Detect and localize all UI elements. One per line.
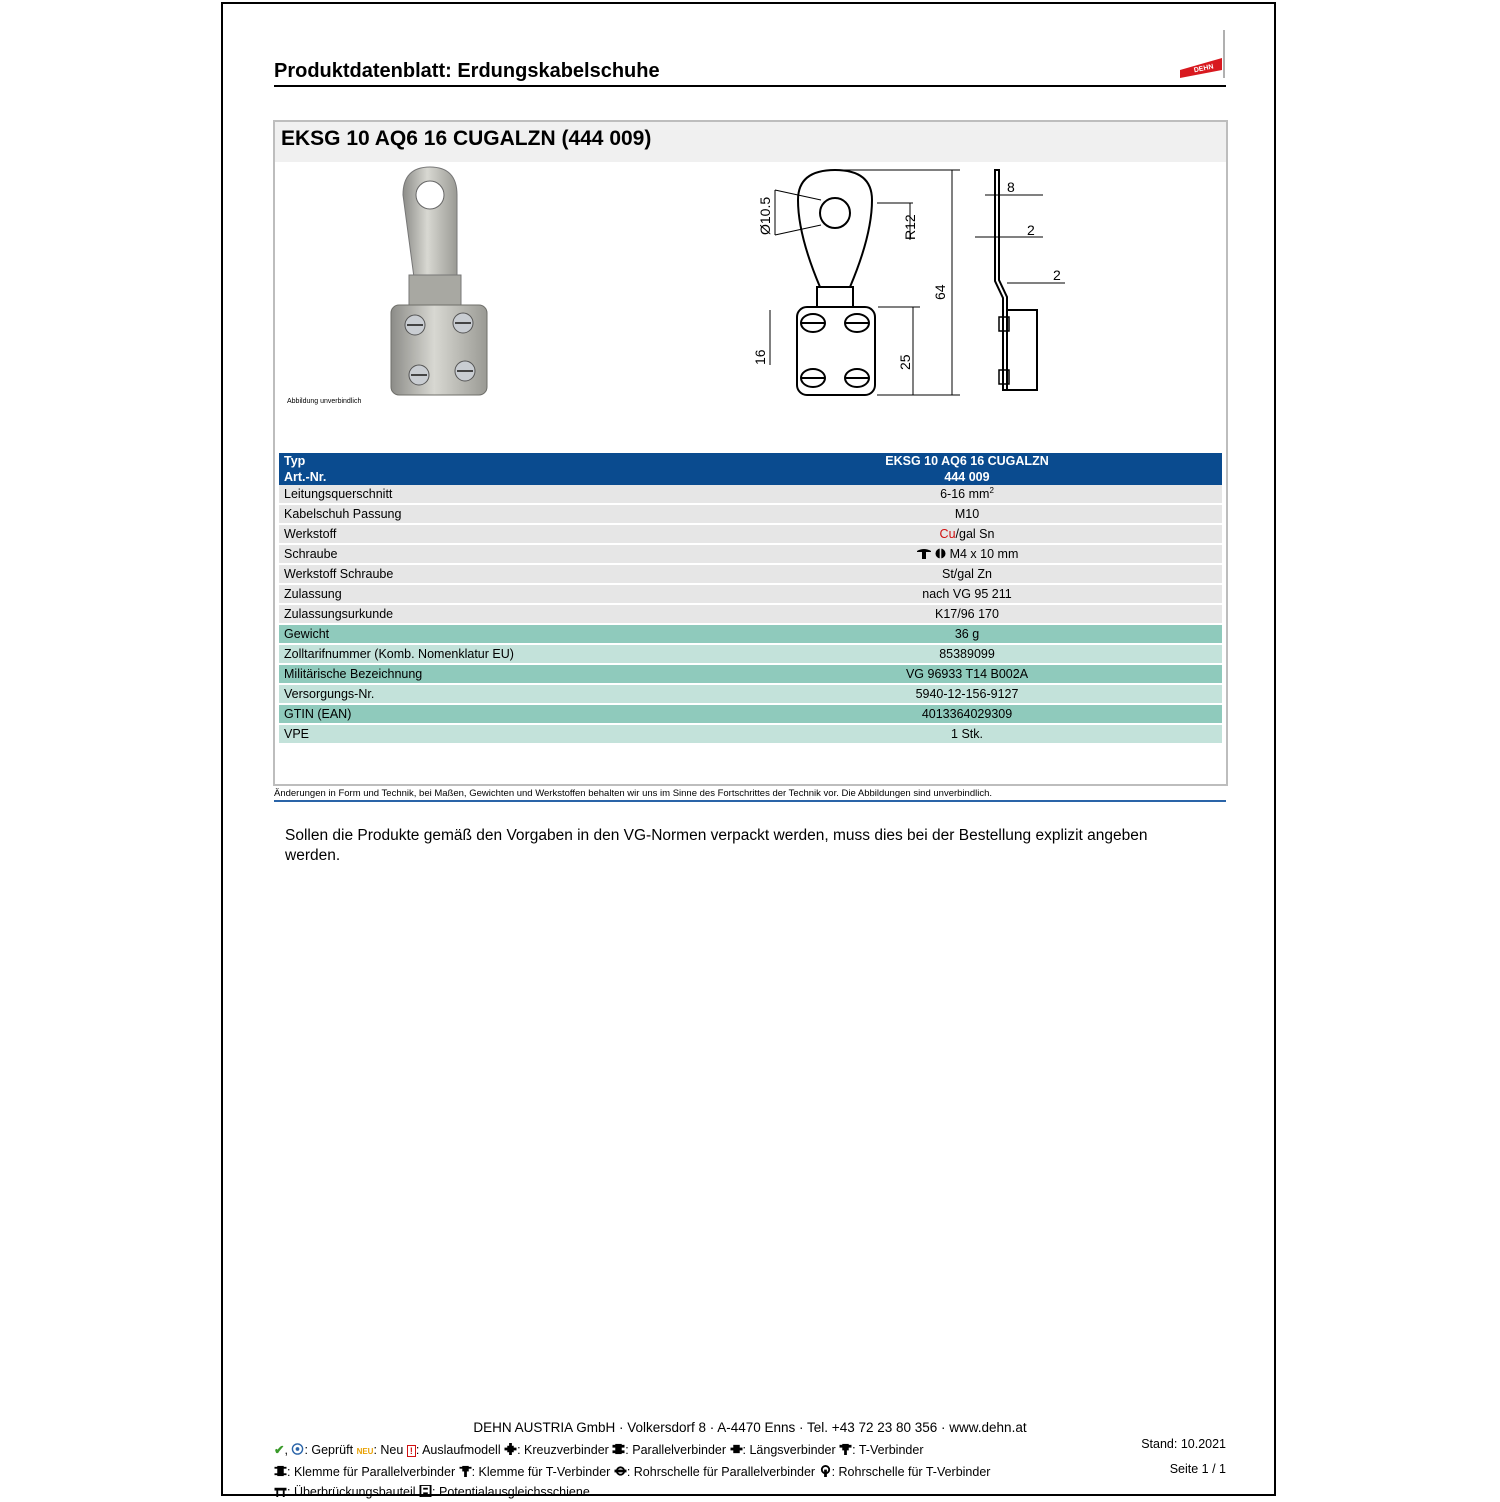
technical-drawing [745,165,1075,405]
row-label: Werkstoff [279,524,712,544]
row-label: GTIN (EAN) [279,704,712,724]
svg-text:R12: R12 [902,214,918,240]
table-row [279,584,1222,604]
row-label: Kabelschuh Passung [279,504,712,524]
row-value: M10 [712,504,1222,524]
table-row [279,684,1222,704]
equipotential-bar-icon [419,1485,432,1497]
page-title: Produktdatenblatt: Erdungskabelschuhe [274,60,660,82]
table-row [279,504,1222,524]
table-row [279,604,1222,624]
dehn-logo [1176,30,1226,78]
row-value: Cu/gal Sn [712,524,1222,544]
table-header-row [279,453,1222,469]
cross-connector-icon [504,1443,517,1455]
row-value: 1 Stk. [712,724,1222,744]
row-label: Gewicht [279,624,712,644]
svg-text:DEHN: DEHN [1193,63,1215,75]
photo-caption: Abbildung unverbindlich [287,398,362,405]
svg-text:25: 25 [897,354,913,370]
row-label: Zulassung [279,584,712,604]
header-rule [274,85,1226,87]
clamp-t-icon [459,1465,472,1477]
table-row [279,564,1222,584]
row-label: Leitungsquerschnitt [279,485,712,504]
product-photo [385,165,495,400]
svg-text:64: 64 [932,284,948,300]
parallel-connector-icon [612,1443,625,1455]
disclaimer-rule [274,800,1226,802]
footer-address: DEHN AUSTRIA GmbH · Volkersdorf 8 · A-4470 Enns · Tel. +43 72 23 80 356 · www.dehn.at [473,1420,1027,1435]
checkmark-icon: ✔ [274,1443,285,1457]
test-seal-icon [291,1443,304,1455]
row-label: Militärische Bezeichnung [279,664,712,684]
row-value: 4013364029309 [712,704,1222,724]
row-label: Versorgungs-Nr. [279,684,712,704]
row-value: VG 96933 T14 B002A [712,664,1222,684]
row-value: nach VG 95 211 [712,584,1222,604]
row-label: VPE [279,724,712,744]
row-value: St/gal Zn [712,564,1222,584]
clamp-parallel-icon [274,1465,287,1477]
slotted-screw-icon [935,548,946,559]
spec-table [279,453,1222,745]
discontinued-icon: ! [407,1445,416,1457]
disclaimer: Änderungen in Form und Technik, bei Maßen, Gewichten und Werkstoffen behalten wir uns im Sinne des Fortschrittes der Technik vor. Die Abbildungen sind unverbindlich. [274,788,993,799]
svg-text:2: 2 [1027,222,1035,238]
svg-text:2: 2 [1053,267,1061,283]
table-row [279,624,1222,644]
table-row [279,544,1222,564]
pipe-clamp-parallel-icon [614,1465,627,1477]
row-value: 6-16 $mm^2$ [712,485,1222,504]
svg-text:16: 16 [752,349,768,365]
row-value: M4 x 10 mm [712,544,1222,564]
table-row [279,664,1222,684]
screw-head-icon [916,548,932,559]
header-label: Art.-Nr. [279,469,712,485]
header-value: 444 009 [712,469,1222,485]
inline-connector-icon [730,1443,743,1455]
row-label: Werkstoff Schraube [279,564,712,584]
table-row [279,524,1222,544]
new-badge-icon: NEU [356,1447,374,1456]
row-label: Schraube [279,544,712,564]
svg-text:Ø10.5: Ø10.5 [757,196,773,235]
row-value: K17/96 170 [712,604,1222,624]
page-number: Seite 1 / 1 [1169,1462,1226,1476]
date-stamp: Stand: 10.2021 [1141,1437,1226,1451]
table-header-row [279,469,1222,485]
row-value: 5940-12-156-9127 [712,684,1222,704]
t-connector-icon [839,1443,852,1455]
bridging-component-icon [274,1485,287,1497]
row-value: 85389099 [712,644,1222,664]
svg-text:8: 8 [1007,179,1015,195]
table-row [279,704,1222,724]
pipe-clamp-t-icon [819,1465,832,1477]
row-label: Zulassungsurkunde [279,604,712,624]
header-value: EKSG 10 AQ6 16 CUGALZN [712,453,1222,469]
table-row [279,485,1222,504]
row-label: Zolltarifnummer (Komb. Nomenklatur EU) [279,644,712,664]
header-label: Typ [279,453,712,469]
footer-legend: ✔, : Geprüft NEU: Neu ! : Auslaufmodell : Kreuzverbinder : Parallelverbinder : Längsverbinder : T-Verbinder : Klemme für Parallelverbinder : Klemme für T-Verbinder : Rohrschelle für Parallelverbinder : Rohrschelle für T-Verbinder : Überbrückungsbauteil : Potentialausgleichsschiene [274,1443,991,1499]
row-value: 36 g [712,624,1222,644]
table-row [279,724,1222,744]
product-title: EKSG 10 AQ6 16 CUGALZN (444 009) [281,127,652,150]
table-row [279,644,1222,664]
product-title-bar [275,122,1226,162]
packaging-note: Sollen die Produkte gemäß den Vorgaben in den VG-Normen verpackt werden, muss dies bei der Bestellung explizit angeben werden. [285,827,1148,864]
